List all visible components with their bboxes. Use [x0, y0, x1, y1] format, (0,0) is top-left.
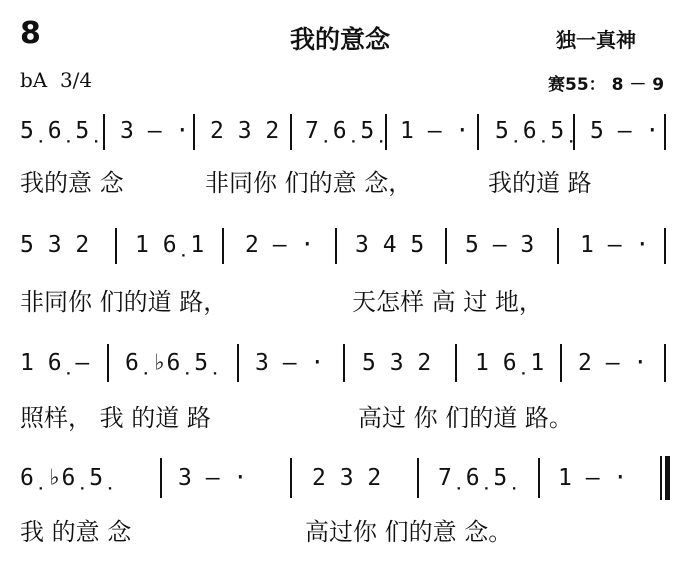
barline	[557, 228, 559, 264]
note-group: 3 4 5	[355, 232, 425, 258]
note-group: 3 — ·	[255, 350, 325, 376]
lyric-phrase: 非同你 们的道 路，	[20, 288, 228, 316]
barline	[103, 114, 105, 150]
lyric-phrase: 高过 你 们的道 路。	[358, 404, 573, 432]
barline	[335, 228, 337, 264]
note-group: 6̣ ♭6̣ 5̣	[125, 350, 209, 376]
barline	[222, 228, 224, 264]
barline	[445, 228, 447, 264]
note-group: 5 — 3	[465, 232, 535, 258]
key-signature: bA 3/4	[20, 68, 93, 92]
note-group: 2 — ·	[578, 350, 648, 376]
note-group: 5 — ·	[590, 118, 660, 144]
barline	[664, 228, 666, 264]
note-group: 7̣ 6̣ 5̣	[438, 465, 508, 491]
note-group: 2 3 2	[312, 465, 382, 491]
barline	[107, 344, 109, 382]
song-title: 我的意念	[290, 25, 391, 54]
barline	[290, 458, 292, 498]
barline	[455, 344, 457, 382]
note-group: 2 3 2	[210, 118, 280, 144]
song-number: 8	[20, 16, 41, 51]
lyric-phrase: 我的道 路	[488, 169, 592, 197]
barline	[538, 458, 540, 498]
note-group: 5 3 2	[362, 350, 432, 376]
final-barline-thick	[665, 456, 670, 500]
barline	[477, 114, 479, 150]
lyric-phrase: 高过你 们的意 念。	[305, 518, 513, 546]
barline	[237, 344, 239, 382]
note-group: 1 6̣ 1	[475, 350, 545, 376]
barline	[115, 228, 117, 264]
note-group: 5 3 2	[20, 232, 90, 258]
barline	[290, 114, 292, 150]
note-group: 2 — ·	[245, 232, 315, 258]
song-author: 独一真神	[556, 28, 636, 52]
barline	[385, 114, 387, 150]
note-group: 1 6̣ 1	[135, 232, 205, 258]
barline	[343, 344, 345, 382]
barline	[664, 344, 666, 382]
note-group: 5̣ 6̣ 5̣	[20, 118, 90, 144]
scripture-reference: 赛55： 8 － 9	[548, 75, 665, 95]
note-group: 1 — ·	[580, 232, 650, 258]
note-group: 3 — ·	[120, 118, 190, 144]
note-group: 6̣ ♭6̣ 5̣	[20, 465, 104, 491]
lyric-phrase: 我 的意 念	[20, 518, 132, 546]
final-barline-thin	[660, 456, 662, 500]
note-group: 1 — ·	[558, 465, 628, 491]
barline	[573, 114, 575, 150]
lyric-phrase: 天怎样 高 过 地，	[352, 288, 543, 316]
note-group: 3 — ·	[178, 465, 248, 491]
barline	[193, 114, 195, 150]
barline	[560, 344, 562, 382]
note-group: 1 — ·	[400, 118, 470, 144]
barline	[664, 114, 666, 150]
lyric-phrase: 我的意 念	[20, 169, 124, 197]
lyric-phrase: 非同你 们的意 念，	[205, 169, 413, 197]
note-group: 1 6̣ —	[20, 350, 90, 376]
barline	[417, 458, 419, 498]
note-group: 7̣ 6̣ 5̣	[305, 118, 375, 144]
barline	[160, 458, 162, 498]
note-group: 5̣ 6̣ 5̣	[495, 118, 565, 144]
lyric-phrase: 照样， 我 的道 路	[20, 404, 211, 432]
